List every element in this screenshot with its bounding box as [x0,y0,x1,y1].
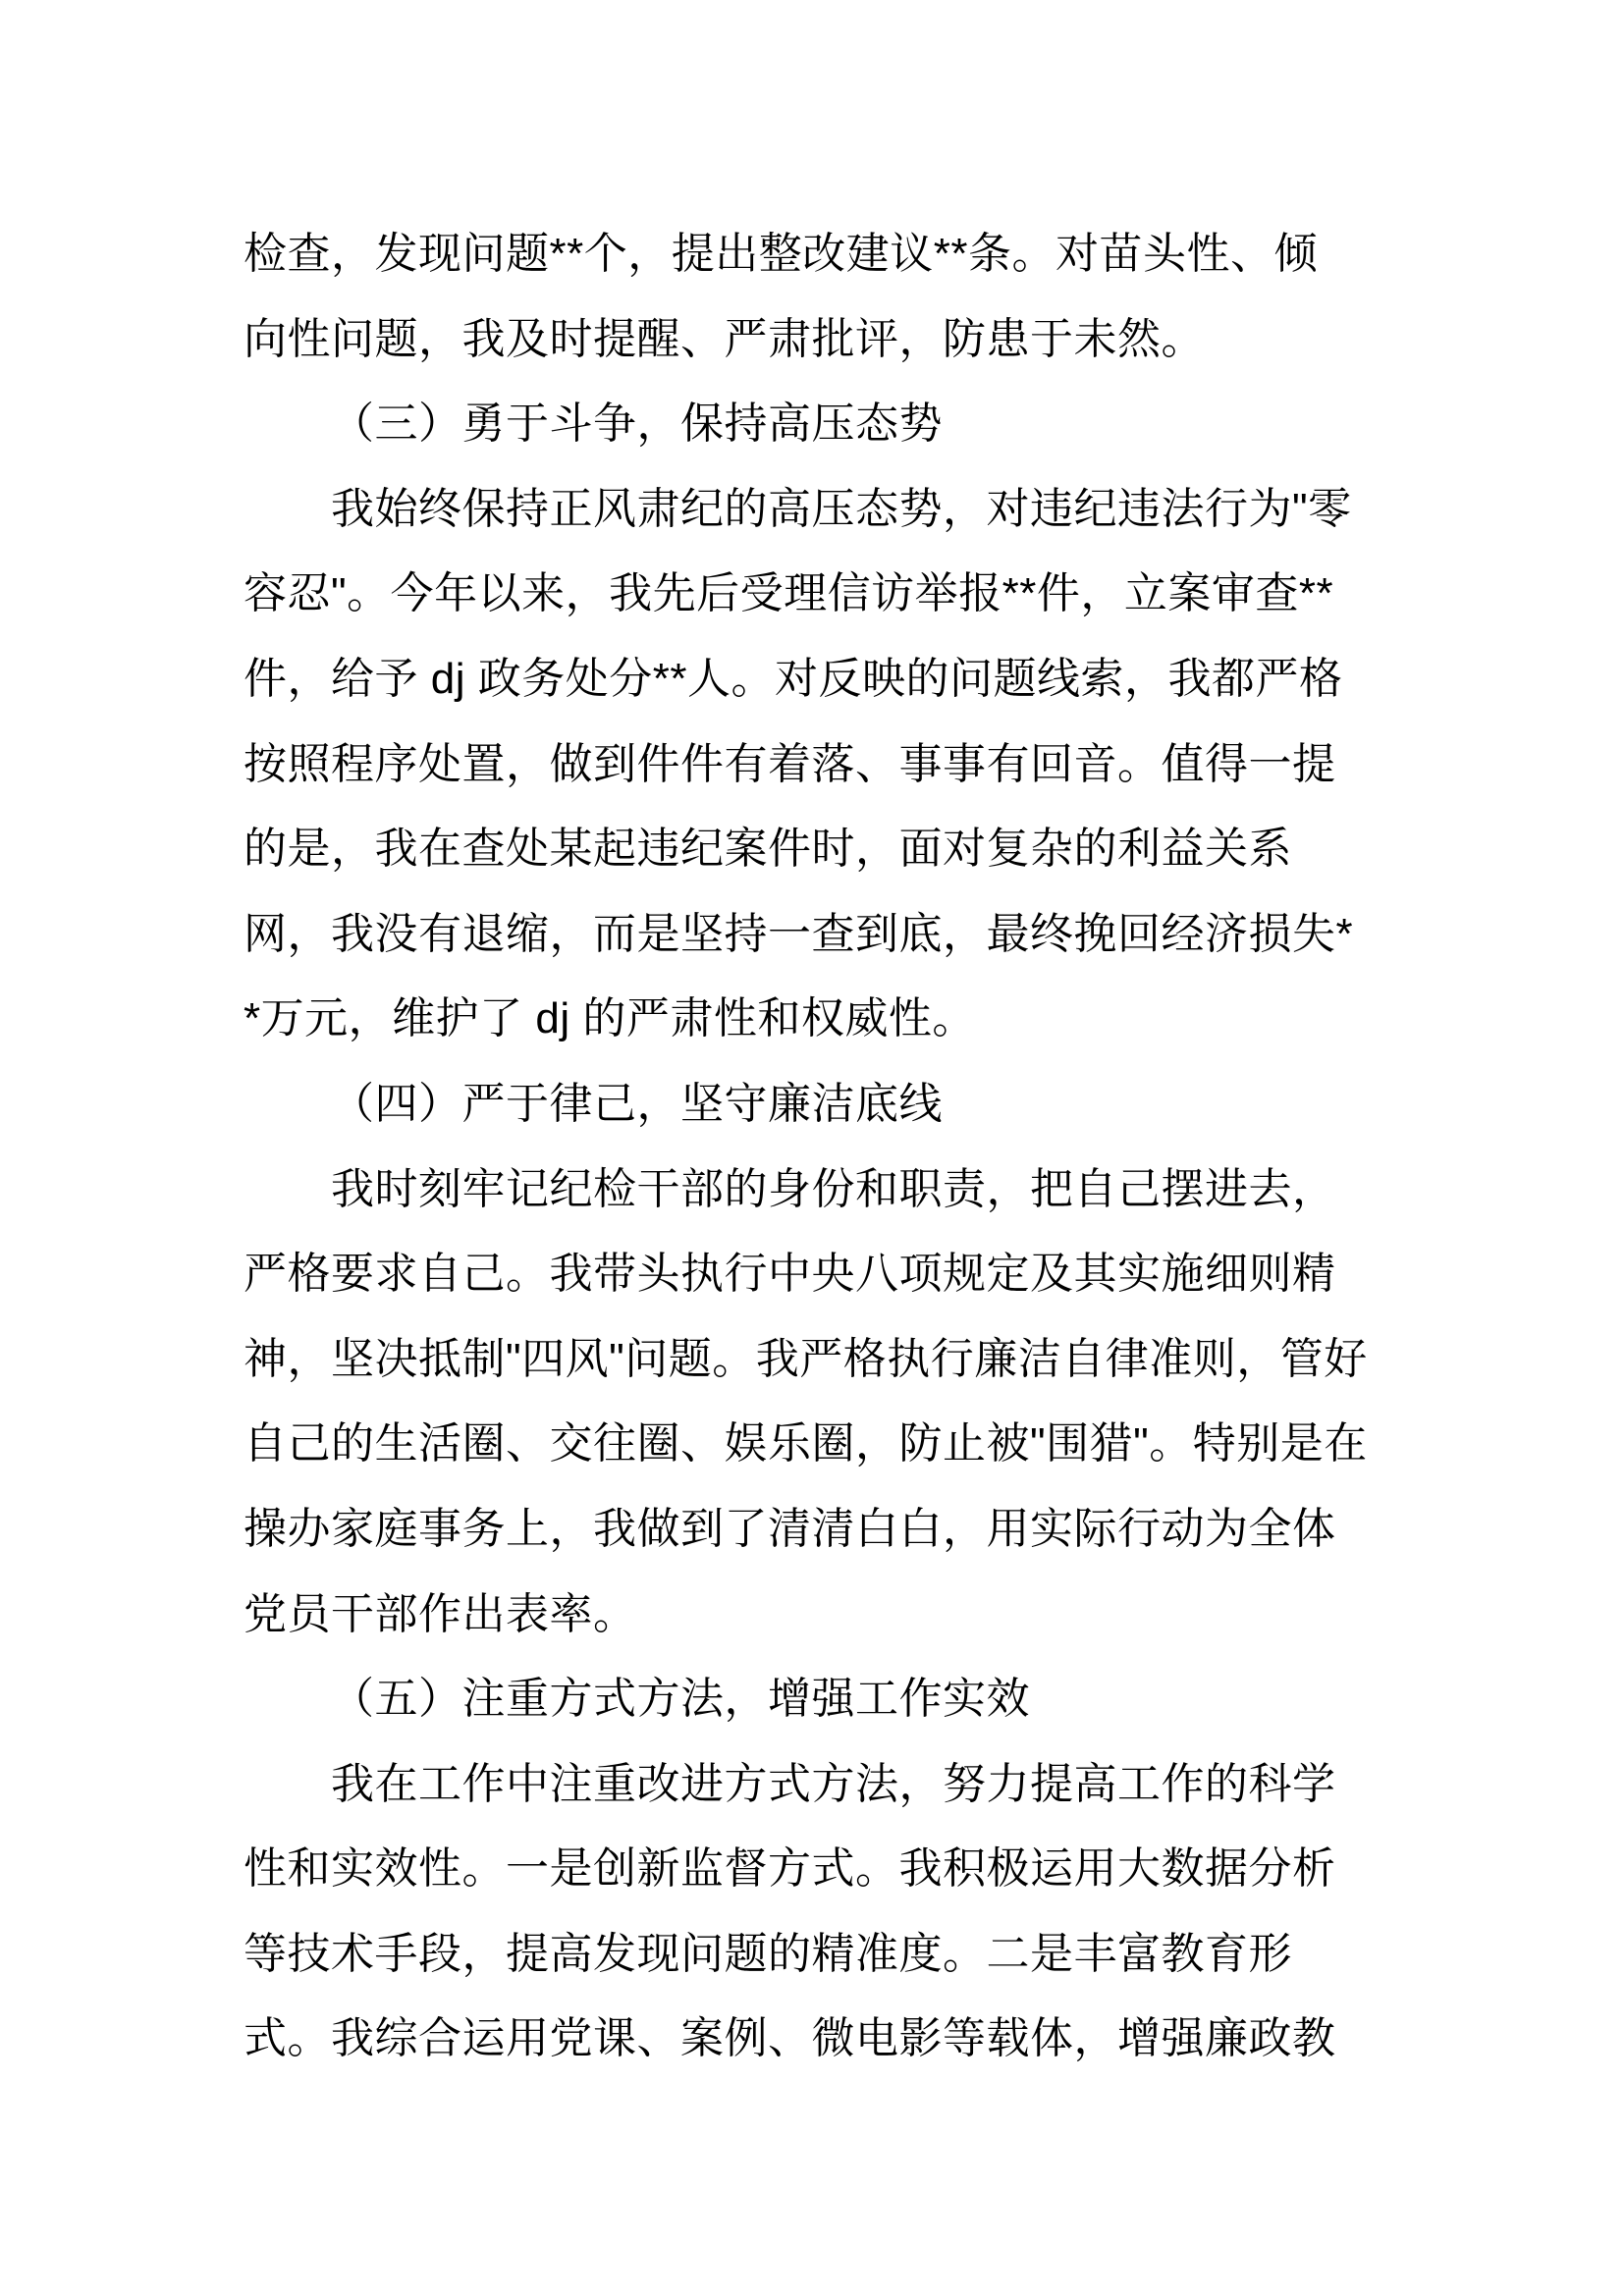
text-line: 件，给予 dj 政务处分**人。对反映的问题线索，我都严格 [244,654,1343,703]
text-line: 网，我没有退缩，而是坚持一查到底，最终挽回经济损失* [244,909,1354,958]
text-line: 自己的生活圈、交往圈、娱乐圈，防止被"围猎"。特别是在 [244,1419,1368,1468]
text-line: 严格要求自己。我带头执行中央八项规定及其实施细则精 [244,1250,1336,1299]
text-line: 容忍"。今年以来，我先后受理信访举报**件，立案审查** [244,569,1334,618]
document-text-body [244,212,1397,2082]
text-line: 按照程序处置，做到件件有着落、事事有回音。值得一提 [244,739,1336,788]
text-line: 我时刻牢记纪检干部的身份和职责，把自己摆进去， [331,1164,1336,1213]
text-line: 式。我综合运用党课、案例、微电影等载体，增强廉政教 [244,2014,1336,2063]
text-line: 性和实效性。一是创新监督方式。我积极运用大数据分析 [244,1844,1336,1894]
section-heading: （五）注重方式方法，增强工作实效 [331,1675,1030,1724]
text-line: 我在工作中注重改进方式方法，努力提高工作的科学 [331,1759,1336,1808]
text-line: 党员干部作出表率。 [244,1589,637,1638]
section-heading: （三）勇于斗争，保持高压态势 [331,400,943,449]
text-line: *万元，维护了 dj 的严肃性和权威性。 [244,994,976,1043]
section-heading: （四）严于律己，坚守廉洁底线 [331,1079,943,1128]
text-line: 神，坚决抵制"四风"问题。我严格执行廉洁自律准则，管好 [244,1334,1368,1383]
text-line: 检查，发现问题**个，提出整改建议**条。对苗头性、倾 [244,230,1318,278]
text-line: 的是，我在查处某起违纪案件时，面对复杂的利益关系 [244,825,1292,874]
text-line: 等技术手段，提高发现问题的精准度。二是丰富教育形 [244,1929,1292,1978]
text-line: 操办家庭事务上，我做到了清清白白，用实际行动为全体 [244,1504,1336,1553]
text-line: 向性问题，我及时提醒、严肃批评，防患于未然。 [244,314,1205,363]
text-line: 我始终保持正风肃纪的高压态势，对违纪违法行为"零 [331,484,1352,533]
